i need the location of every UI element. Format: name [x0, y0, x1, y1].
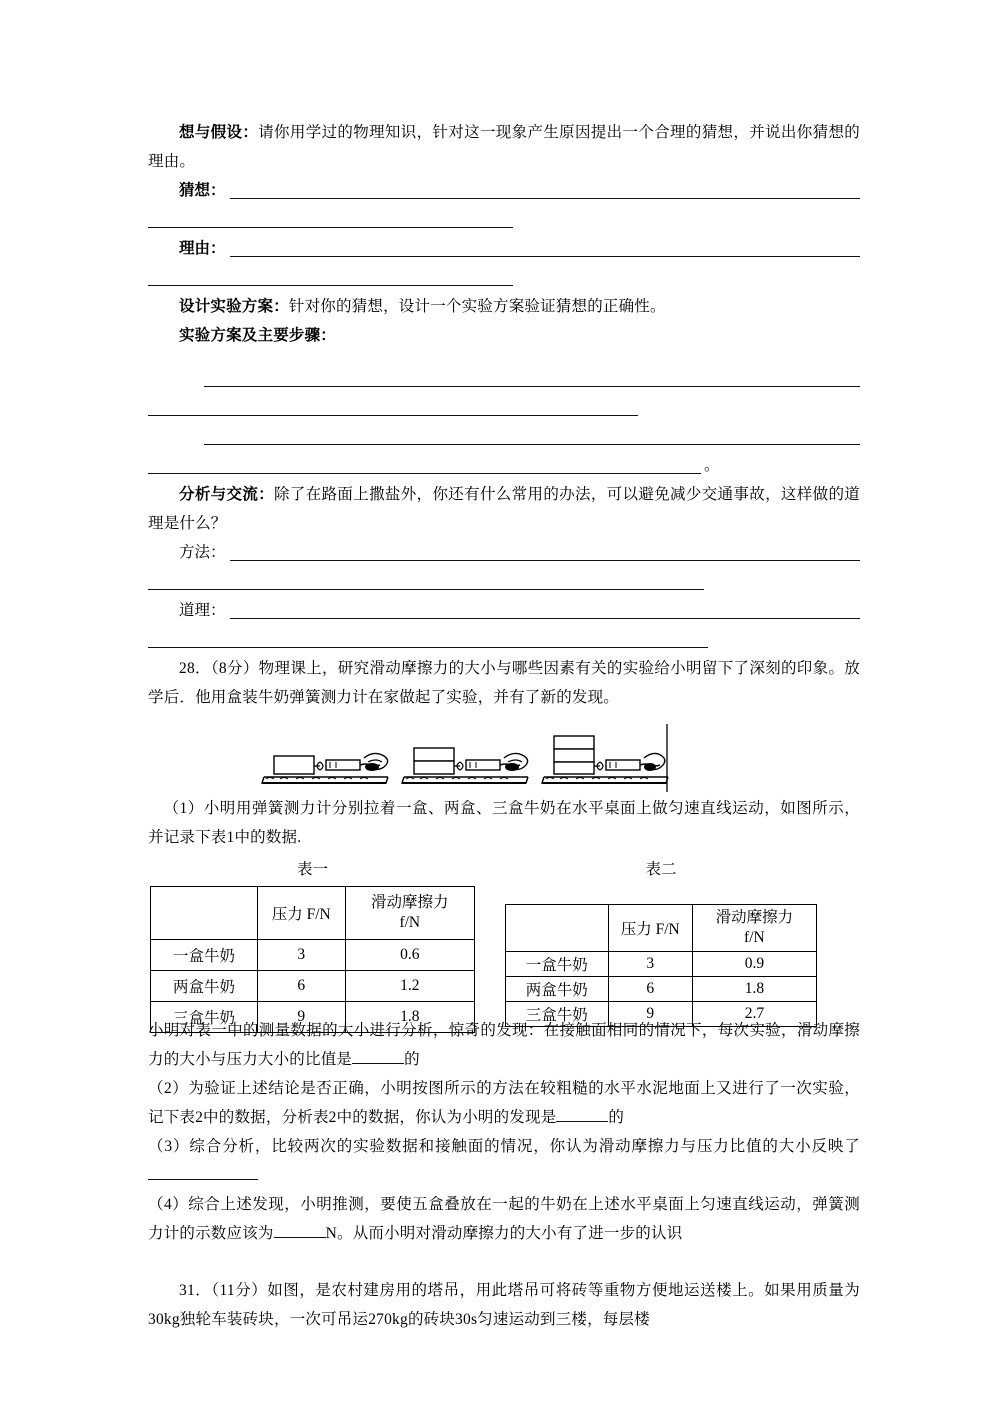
field-guess-answer-line-2[interactable] — [148, 205, 860, 234]
table-one-r2-pressure: 6 — [257, 971, 345, 1002]
field-guess-answer-line[interactable] — [230, 198, 860, 199]
table-one-corner-cell — [151, 887, 258, 940]
field-principle-answer-line[interactable] — [230, 618, 860, 619]
table-one-r1-friction: 0.6 — [345, 940, 474, 971]
field-principle-row — [148, 596, 860, 625]
table-one-header-friction — [345, 887, 474, 940]
design-steps-label: 实验方案及主要步骤： — [179, 327, 337, 344]
question-28-blank-1[interactable] — [352, 1063, 404, 1064]
design-heading-label: 设计实验方案： — [179, 298, 289, 315]
field-reason-answer-line[interactable] — [230, 256, 860, 257]
page-content — [148, 118, 860, 1334]
table-one — [150, 886, 475, 1033]
table-two-r1-friction: 0.9 — [692, 952, 816, 977]
table-two-header-pressure: 压力 F/N — [608, 905, 692, 952]
question-28-part1: （1）小明用弹簧测力计分别拉着一盒、两盒、三盒牛奶在水平桌面上做匀速直线运动，如图所示，并记录下表1中的数据. — [148, 800, 860, 846]
table-row — [506, 1002, 817, 1027]
table-row — [506, 977, 817, 1002]
table-two-header-friction-line1: 滑动摩擦力 — [715, 909, 794, 926]
question-31-stem — [148, 1276, 860, 1334]
table-two-caption: 表二 — [645, 861, 677, 878]
question-31-number: 31． — [179, 1282, 212, 1299]
question-28-analysis-tail: 的 — [404, 1051, 420, 1068]
analysis-heading-paragraph — [148, 480, 860, 538]
table-two-corner-cell — [506, 905, 609, 952]
table-row — [151, 940, 475, 971]
table-two-r3-label: 三盒牛奶 — [506, 1002, 609, 1027]
question-31-stem-text: 如图，是农村建房用的塔吊，用此塔吊可将砖等重物方便地运送楼上。如果用质量为30kg独轮车装砖块，一次可吊运270kg的砖块30s匀速运动到三楼，每层楼 — [148, 1282, 860, 1328]
field-method-answer-line[interactable] — [230, 560, 860, 561]
analysis-heading-text: 除了在路面上撒盐外，你还有什么常用的办法，可以避免减少交通事故，这样做的道理是什么？ — [148, 486, 860, 532]
table-one-r2-label: 两盒牛奶 — [151, 971, 258, 1002]
table-row — [506, 952, 817, 977]
design-trailing-period: 。 — [704, 457, 720, 474]
question-28-part3 — [148, 1132, 860, 1190]
field-reason-answer-line-2[interactable] — [148, 263, 860, 292]
field-reason-label: 理由： — [179, 240, 226, 257]
spring-scale-figure-svg — [256, 722, 676, 792]
table-two-r1-label: 一盒牛奶 — [506, 952, 609, 977]
design-answer-line-2[interactable] — [148, 393, 860, 422]
question-28-blank-4[interactable] — [274, 1237, 326, 1238]
table-one-r1-pressure: 3 — [257, 940, 345, 971]
table-two-r1-pressure: 3 — [608, 952, 692, 977]
field-method-answer-line-2[interactable] — [148, 567, 860, 596]
question-28-blank-2[interactable] — [556, 1121, 608, 1122]
table-two-r3-pressure: 9 — [608, 1002, 692, 1027]
figure-panel-one-box — [262, 753, 388, 783]
design-heading-paragraph — [148, 292, 860, 321]
table-one-r2-friction: 1.2 — [345, 971, 474, 1002]
table-one-r1-label: 一盒牛奶 — [151, 940, 258, 971]
question-28-stem-text: 物理课上，研究滑动摩擦力的大小与哪些因素有关的实验给小明留下了深刻的印象。放学后．他用盒装牛奶弹簧测力计在家做起了实验，并有了新的发现。 — [148, 660, 860, 706]
design-answer-line-1[interactable] — [148, 364, 860, 393]
question-28-part2-tail: 的 — [608, 1109, 625, 1126]
analysis-heading-label: 分析与交流： — [179, 486, 275, 503]
question-28-part2 — [148, 1074, 860, 1132]
field-method-row — [148, 538, 860, 567]
table-two-header-friction-line2: f/N — [744, 929, 765, 946]
question-28-points: （8分） — [210, 660, 259, 677]
field-principle-label: 道理： — [179, 602, 226, 619]
table-two-header-row — [506, 905, 817, 952]
table-one-header-row — [151, 887, 475, 940]
field-guess-label: 猜想： — [179, 182, 226, 199]
question-31-spacer — [148, 1248, 860, 1276]
question-28-part4-text: （4）综合上述发现，小明推测，要使五盒叠放在一起的牛奶在上述水平桌面上匀速直线运动，弹簧测力计的示数应该为 — [148, 1196, 860, 1242]
data-tables-row — [148, 858, 860, 1027]
design-answer-line-3[interactable] — [148, 422, 860, 451]
field-principle-answer-line-2[interactable] — [148, 625, 860, 654]
question-28-part2-text: （2）为验证上述结论是否正确，小明按图所示的方法在较粗糙的水平水泥地面上又进行了一次实验，记下表2中的数据，分析表2中的数据，你认为小明的发现是 — [148, 1080, 860, 1126]
experiment-figure — [148, 722, 860, 794]
hypothesis-heading-paragraph — [148, 118, 860, 176]
table-two-r2-friction: 1.8 — [692, 977, 816, 1002]
table-one-caption: 表一 — [296, 861, 328, 878]
question-28-stem — [148, 654, 860, 712]
table-one-r3-label: 三盒牛奶 — [151, 1002, 258, 1033]
field-reason-row — [148, 234, 860, 263]
question-31-points: （11分） — [211, 1282, 268, 1299]
table-two-header-friction — [692, 905, 816, 952]
design-answer-line-4[interactable] — [148, 451, 860, 480]
field-guess-row — [148, 176, 860, 205]
table-one-header-friction-line1: 滑动摩擦力 — [371, 894, 449, 911]
table-one-r3-pressure: 9 — [257, 1002, 345, 1033]
question-28-blank-3[interactable] — [148, 1179, 258, 1180]
table-two-r2-label: 两盒牛奶 — [506, 977, 609, 1002]
question-28-part3-text: （3）综合分析，比较两次的实验数据和接触面的情况，你认为滑动摩擦力与压力比值的大小反映了 — [148, 1138, 860, 1155]
question-28-part4-tail: N。从而小明对滑动摩擦力的大小有了进一步的认识 — [325, 1225, 683, 1242]
field-method-label: 方法： — [179, 544, 226, 561]
table-one-header-friction-line2: f/N — [399, 914, 421, 931]
table-two — [505, 904, 817, 1027]
table-row — [151, 1002, 475, 1033]
question-28-analysis-text: 小明对表一中的测量数据的大小进行分析，惊奇的发现：在接触面相同的情况下，每次实验，滑动摩擦力的大小与压力大小的比值是 — [148, 1022, 860, 1068]
design-spacer — [148, 350, 860, 364]
figure-panel-three-boxes — [542, 724, 668, 792]
table-two-r2-pressure: 6 — [608, 977, 692, 1002]
table-one-r3-friction: 1.8 — [345, 1002, 474, 1033]
table-row — [151, 971, 475, 1002]
design-heading-text: 针对你的猜想，设计一个实验方案验证猜想的正确性。 — [288, 298, 666, 315]
table-two-r3-friction: 2.7 — [692, 1002, 816, 1027]
hypothesis-heading-label: 想与假设： — [179, 124, 259, 141]
question-28-part4 — [148, 1190, 860, 1248]
question-28-number: 28． — [179, 660, 211, 677]
hypothesis-heading-text: 请你用学过的物理知识，针对这一现象产生原因提出一个合理的猜想，并说出你猜想的理由。 — [148, 124, 860, 170]
table-one-header-pressure: 压力 F/N — [257, 887, 345, 940]
figure-panel-two-boxes — [402, 748, 528, 783]
